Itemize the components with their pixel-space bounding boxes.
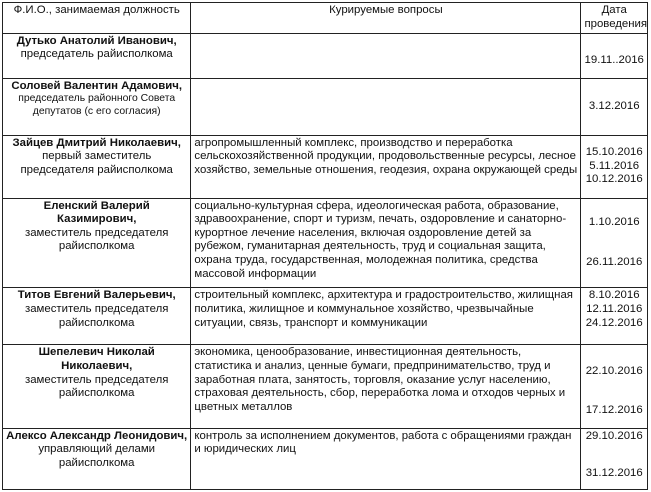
dates-cell (581, 33, 648, 78)
table-row (3, 198, 648, 288)
date: 19.11..2016 (584, 53, 644, 66)
person-position: заместитель председателя райисполкома (24, 302, 169, 329)
person-position: управляющий делами райисполкома (38, 443, 156, 470)
table-row (3, 33, 648, 78)
dates-cell (581, 345, 648, 429)
header-name-position: Ф.И.О., занимаемая должность (3, 3, 191, 34)
issues-cell: агропромышленный комплекс, производство и переработка сельскохозяйственной продукции, продовольственные ресурсы, лесное хозяйство, земельные отношения, геодезия, охрана окружающей среды (191, 135, 581, 198)
issues-cell (191, 78, 581, 135)
person-name: Титов Евгений Валерьевич, (17, 289, 176, 302)
table-row (3, 135, 648, 198)
header-issues: Курируемые вопросы (191, 3, 581, 34)
table-row (3, 428, 648, 489)
date: 5.11.2016 (589, 159, 640, 172)
dates-cell (581, 198, 648, 288)
person-name: Зайцев Дмитрий Николаевич, (12, 136, 181, 149)
date: 22.10.2016 (585, 365, 643, 378)
issues-cell: контроль за исполнением документов, работа с обращениями граждан и юридических лиц (191, 428, 581, 489)
person-name: Дутько Анатолий Иванович, (16, 34, 177, 47)
issues-cell: социально-культурная сфера, идеологическая работа, образование, здравоохранение, спорт и туризм, печать, оздоровление и санаторно-курортное лечение населения, включая оздоровление детей за рубежом, гуманитарная деятельность, труд и социальная защита, охрана труда, государственная, молодежная политика, средства массовой информации (191, 198, 581, 288)
table-header-row (3, 3, 648, 34)
table-row (3, 78, 648, 135)
person-position: председатель райисполкома (20, 48, 173, 61)
date: 1.10.2016 (588, 216, 640, 229)
person-position: заместитель председателя райисполкома (24, 226, 169, 253)
header-date: Дата проведения (581, 3, 648, 34)
person-cell (3, 428, 191, 489)
person-name: Соловей Валентин Адамович, (11, 79, 182, 92)
date: 26.11.2016 (586, 256, 643, 269)
person-cell (3, 288, 191, 345)
person-position: заместитель председателя райисполкома (24, 373, 169, 400)
dates-cell (581, 428, 648, 489)
person-cell (3, 78, 191, 135)
date: 10.12.2016 (585, 173, 643, 186)
table-row (3, 288, 648, 345)
person-name: Алексо Александр Леонидович, (6, 429, 188, 442)
person-cell (3, 135, 191, 198)
issues-cell: строительный комплекс, архитектура и градостроительство, жилищная политика, жилищное и коммунальное хозяйство, чрезвычайные ситуации, связь, транспорт и коммуникации (191, 288, 581, 345)
date: 17.12.2016 (585, 403, 643, 416)
date: 8.10.2016 (588, 289, 640, 302)
date: 29.10.2016 (585, 429, 643, 442)
date: 31.12.2016 (585, 467, 643, 480)
table-row (3, 345, 648, 429)
person-name: Еленский Валерий Казимирович, (43, 199, 150, 226)
date: 15.10.2016 (585, 146, 643, 159)
person-cell (3, 33, 191, 78)
date: 12.11.2016 (586, 302, 643, 315)
person-cell (3, 345, 191, 429)
dates-cell (581, 78, 648, 135)
date: 24.12.2016 (585, 316, 643, 329)
person-position: первый заместитель председателя райисполкома (20, 150, 173, 176)
date: 3.12.2016 (588, 99, 640, 112)
issues-cell: экономика, ценообразование, инвестиционная деятельность, статистика и анализ, ценные бумаги, предпринимательство, труд и заработная плата, занятость, торговля, оказание услуг населению, страховая деятельность, сбор, переработка лома и отходов черных и цветных металлов (191, 345, 581, 429)
person-cell (3, 198, 191, 288)
issues-cell (191, 33, 581, 78)
dates-cell (581, 288, 648, 345)
person-name: Шепелевич Николай Николаевич, (38, 346, 155, 372)
person-position: председатель районного Совета депутатов (с его согласия) (18, 93, 176, 117)
curators-table (2, 2, 648, 490)
dates-cell (581, 135, 648, 198)
